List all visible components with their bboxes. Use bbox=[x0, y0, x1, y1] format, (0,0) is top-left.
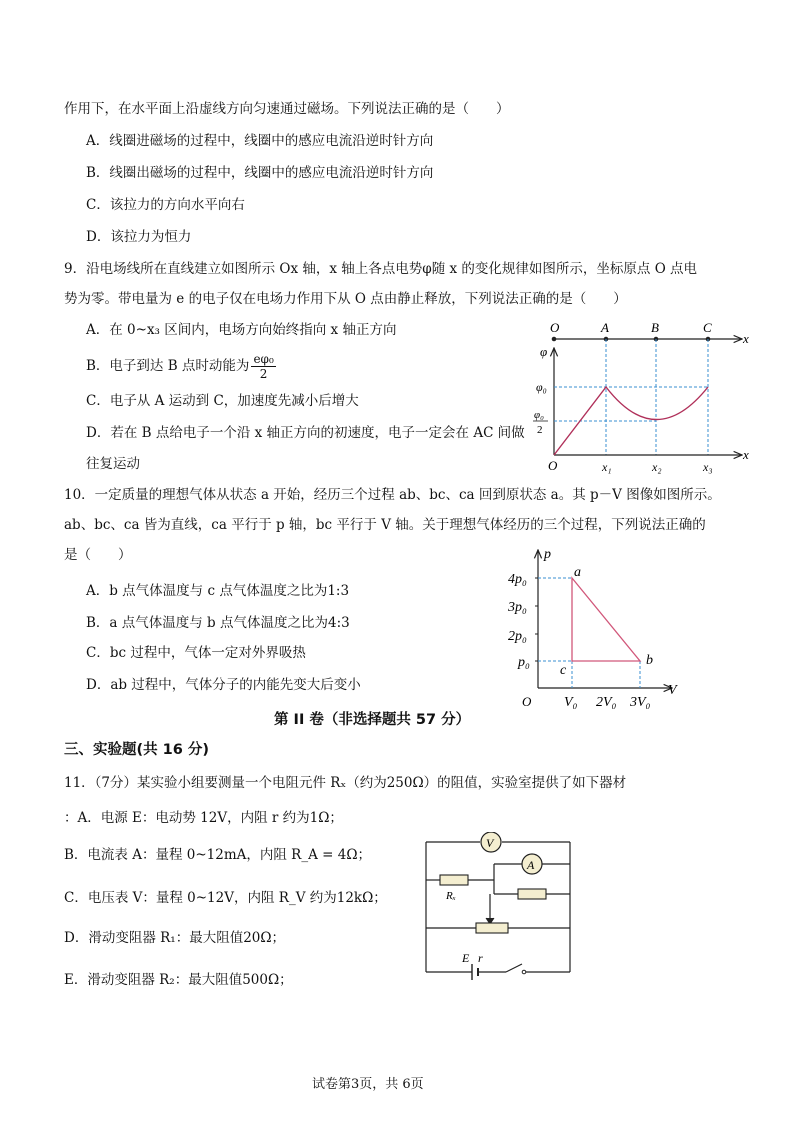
label-a: A bbox=[601, 320, 609, 335]
fraction-numerator: eφ₀ bbox=[253, 352, 274, 366]
q9-option-d-line1: D．若在 B 点给电子一个沿 x 轴正方向的初速度，电子一定会在 AC 间做 bbox=[86, 425, 525, 441]
q9-option-b-fraction bbox=[251, 352, 275, 381]
half-phi0-num: φ₀ bbox=[534, 409, 544, 421]
q8-stem-tail: 作用下，在水平面上沿虚线方向匀速通过磁场。下列说法正确的是（ ） bbox=[64, 101, 510, 117]
q8-option-b: B．线圈出磁场的过程中，线圈中的感应电流沿逆时针方向 bbox=[86, 165, 434, 181]
q11-circuit-diagram bbox=[416, 832, 582, 982]
v-axis-label: V bbox=[668, 683, 677, 698]
q11-stem-line1: 11．（7分）某实验小组要测量一个电阻元件 Rₓ（约为250Ω）的阻值，实验室提供了如下器材 bbox=[64, 775, 627, 791]
phi-axis-label: φ bbox=[540, 344, 548, 359]
q11-stem-line2: ：A．电源 E：电动势 12V，内阻 r 约为1Ω； bbox=[64, 810, 343, 826]
ammeter-label: A bbox=[527, 858, 535, 872]
p-tick-3p0: 3p₀ bbox=[508, 600, 527, 615]
x1-tick: x₁ bbox=[602, 460, 612, 474]
q9-stem-line1: 9．沿电场线所在直线建立如图所示 Ox 轴，x 轴上各点电势φ随 x 的变化规律如图所示，坐标原点 O 点电 bbox=[64, 261, 698, 277]
label-x-top: x bbox=[743, 331, 749, 346]
section3-heading: 三、实验题(共 16 分) bbox=[64, 742, 210, 758]
q10-stem-line2: ab、bc、ca 皆为直线，ca 平行于 p 轴，bc 平行于 V 轴。关于理想气体经历的三个过程，下列说法正确的 bbox=[64, 517, 706, 533]
label-o: O bbox=[550, 320, 560, 335]
q10-option-a: A．b 点气体温度与 c 点气体温度之比为1:3 bbox=[86, 583, 350, 599]
fraction-denominator: 2 bbox=[259, 367, 268, 381]
origin-label: O bbox=[548, 458, 558, 473]
point-a-label: a bbox=[574, 565, 581, 580]
x-axis-label: x bbox=[743, 447, 749, 462]
q11-item-e: E．滑动变阻器 R₂：最大阻值500Ω； bbox=[64, 972, 293, 988]
pv-origin-label: O bbox=[522, 694, 532, 709]
q9-option-b bbox=[86, 352, 278, 381]
q8-option-a: A．线圈进磁场的过程中，线圈中的感应电流沿逆时针方向 bbox=[86, 133, 434, 149]
q9-potential-figure bbox=[528, 312, 758, 480]
resistor-icon bbox=[518, 889, 546, 899]
q10-option-b: B．a 点气体温度与 b 点气体温度之比为4:3 bbox=[86, 615, 350, 631]
section-title: 第 II 卷（非选择题共 57 分） bbox=[274, 712, 471, 728]
switch-contact-icon bbox=[522, 970, 526, 974]
point-c-label: c bbox=[560, 663, 567, 678]
q9-option-c: C．电子从 A 运动到 C，加速度先减小后增大 bbox=[86, 393, 359, 409]
emf-label: E bbox=[462, 951, 470, 965]
q10-stem-line1: 10．一定质量的理想气体从状态 a 开始，经历三个过程 ab、bc、ca 回到原状态 a。其 p－V 图像如图所示。 bbox=[64, 487, 721, 503]
point-b-label: b bbox=[646, 653, 653, 668]
q8-option-c: C．该拉力的方向水平向右 bbox=[86, 197, 245, 213]
q9-option-d-line2: 往复运动 bbox=[86, 456, 140, 472]
q8-option-d: D．该拉力为恒力 bbox=[86, 229, 192, 245]
q10-option-c: C．bc 过程中，气体一定对外界吸热 bbox=[86, 645, 306, 661]
p-tick-2p0: 2p₀ bbox=[508, 629, 527, 644]
q11-item-c: C．电压表 V：量程 0~12V，内阻 R_V 约为12kΩ； bbox=[64, 890, 387, 906]
q10-stem-line3: 是（ ） bbox=[64, 547, 132, 563]
v-tick-v0: V₀ bbox=[564, 695, 578, 710]
q9-option-a: A．在 0~x₃ 区间内，电场方向始终指向 x 轴正方向 bbox=[86, 322, 397, 338]
v-tick-3v0: 3V₀ bbox=[630, 695, 651, 710]
q9-option-b-text: B．电子到达 B 点时动能为 bbox=[86, 358, 250, 374]
p-axis-label: p bbox=[544, 547, 551, 562]
internal-r-label: r bbox=[478, 951, 483, 965]
v-tick-2v0: 2V₀ bbox=[596, 695, 617, 710]
switch-icon bbox=[506, 964, 522, 972]
label-b: B bbox=[651, 320, 659, 335]
x2-tick: x₂ bbox=[652, 460, 662, 474]
label-c: C bbox=[703, 320, 712, 335]
point-o-dot bbox=[552, 337, 557, 342]
resistor-rx-icon bbox=[440, 875, 468, 885]
phi0-tick: φ₀ bbox=[536, 380, 547, 394]
voltmeter-label: V bbox=[486, 836, 494, 850]
q10-pv-figure bbox=[500, 540, 690, 712]
rheostat-icon bbox=[476, 923, 508, 933]
p-tick-4p0: 4p₀ bbox=[508, 572, 527, 587]
p-tick-p0: p₀ bbox=[518, 655, 530, 670]
q11-item-d: D．滑动变阻器 R₁：最大阻值20Ω； bbox=[64, 930, 286, 946]
q9-stem-line2: 势为零。带电量为 e 的电子仅在电场力作用下从 O 点由静止释放，下列说法正确的是（ ） bbox=[64, 291, 627, 307]
page-footer: 试卷第3页，共 6页 bbox=[312, 1077, 424, 1092]
process-triangle bbox=[572, 578, 640, 661]
x3-tick: x₃ bbox=[703, 460, 713, 474]
q10-option-d: D．ab 过程中，气体分子的内能先变大后变小 bbox=[86, 677, 361, 693]
rx-label: Rₓ bbox=[446, 890, 456, 902]
half-phi0-den: 2 bbox=[537, 424, 543, 436]
q11-item-b: B．电流表 A：量程 0~12mA，内阻 R_A = 4Ω； bbox=[64, 847, 372, 863]
